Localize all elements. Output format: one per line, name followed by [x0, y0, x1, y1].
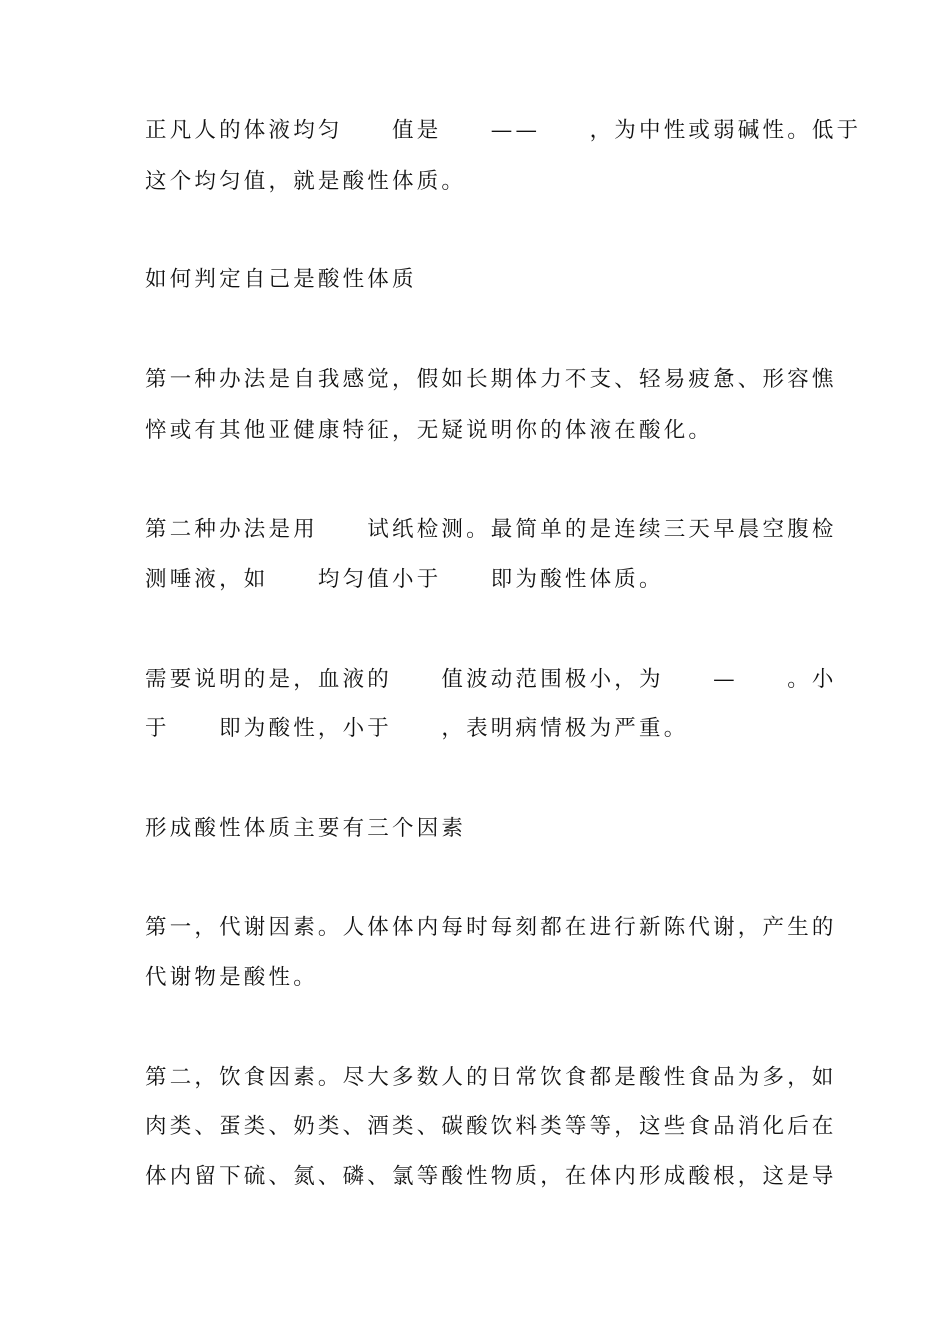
paragraph-line: 这个均匀值，就是酸性体质。	[145, 169, 467, 194]
paragraph-line: 测唾液，如 均匀值小于 即为酸性体质。	[145, 567, 664, 592]
paragraph-line: 第一种办法是自我感觉，假如长期体力不支、轻易疲惫、形容憔	[145, 367, 837, 392]
paragraph-line: 代谢物是酸性。	[145, 965, 318, 990]
paragraph-line: 第二，饮食因素。尽大多数人的日常饮食都是酸性食品为多，如	[145, 1065, 837, 1090]
section-heading: 形成酸性体质主要有三个因素	[145, 816, 467, 841]
paragraph-line: 肉类、蛋类、奶类、酒类、碳酸饮料类等等，这些食品消化后在	[145, 1114, 837, 1139]
paragraph-line: 第二种办法是用 试纸检测。最简单的是连续三天早晨空腹检	[145, 517, 837, 542]
paragraph-line: 悴或有其他亚健康特征，无疑说明你的体液在酸化。	[145, 418, 714, 443]
section-heading: 如何判定自己是酸性体质	[145, 267, 417, 292]
paragraph-line: 正凡人的体液均匀 值是 —— ，为中性或弱碱性。低于	[145, 118, 862, 143]
paragraph-line: 第一，代谢因素。人体体内每时每刻都在进行新陈代谢，产生的	[145, 915, 837, 940]
paragraph-line: 需要说明的是，血液的 值波动范围极小，为 — 。小	[145, 667, 837, 692]
paragraph-line: 体内留下硫、氮、磷、氯等酸性物质，在体内形成酸根，这是导	[145, 1164, 837, 1189]
paragraph-line: 于 即为酸性，小于 ，表明病情极为严重。	[145, 716, 689, 741]
